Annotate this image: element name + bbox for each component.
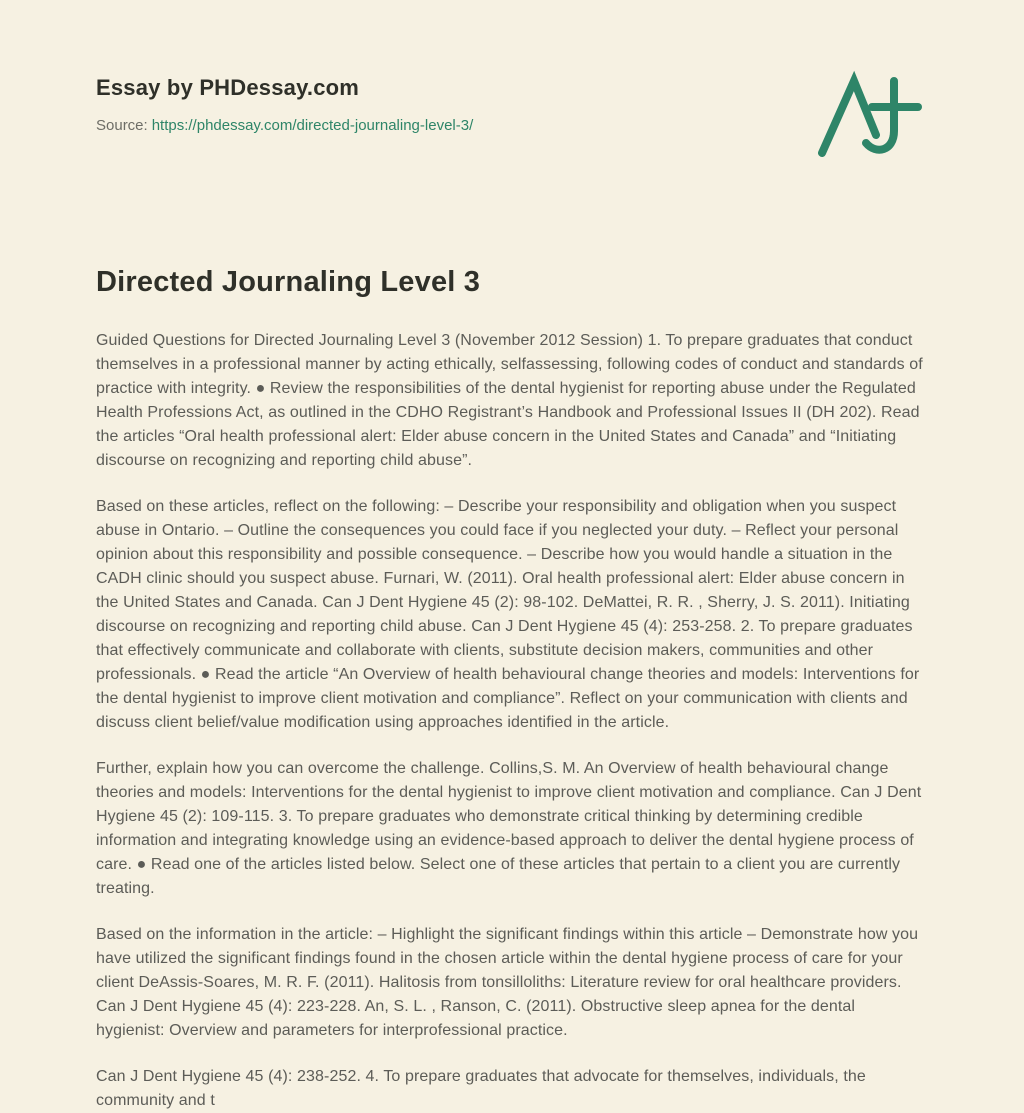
essay-paragraph-5: Can J Dent Hygiene 45 (4): 238-252. 4. To prepare graduates that advocate for themselves, individuals, the community and t — [96, 1068, 866, 1109]
essay-paragraph-1: Guided Questions for Directed Journaling Level 3 (November 2012 Session) 1. To prepare graduates that conduct themselves in a professional manner by acting ethically, selfassessing, following codes of conduct and standards of practice with integrity. ● Review the responsibilities of the dental hygienist for reporting abuse under the Regulated Health Professions Act, as outlined in the CDHO Registrant’s Handbook and Professional Issues II (DH 202). Read the articles “Oral health professional alert: Elder abuse concern in the United States and Canada” and “Initiating discourse on recognizing and reporting child abuse”. — [96, 332, 923, 469]
essay-paragraph-3: Further, explain how you can overcome the challenge. Collins,S. M. An Overview of health behavioural change theories and models: Interventions for the dental hygienist to improve client motivation and compliance. Can J Dent Hygiene 45 (2): 109-115. 3. To prepare graduates who demonstrate critical thinking by determining credible information and integrating knowledge using an evidence-based approach to deliver the dental hygiene process of care. ● Read one of the articles listed below. Select one of these articles that pertain to a client you are currently treating. — [96, 760, 922, 897]
brand-title: Essay by PHDessay.com — [96, 75, 360, 100]
source-link[interactable]: https://phdessay.com/directed-journaling-level-3/ — [151, 117, 474, 134]
header-left — [96, 75, 473, 134]
page-header — [96, 75, 928, 170]
essay-title: Directed Journaling Level 3 — [96, 266, 481, 298]
essay-body — [96, 329, 928, 1113]
source-label: Source: — [96, 117, 148, 134]
source-line — [96, 117, 473, 134]
essay-paragraph-4: Based on the information in the article: – Highlight the significant findings within this article – Demonstrate how you have utilized the significant findings found in the chosen article within the dental hygiene process of care for your client DeAssis-Soares, M. R. F. (2011). Halitosis from tonsilloliths: Literature review for oral healthcare providers. Can J Dent Hygiene 45 (4): 223-228. An, S. L. , Ranson, C. (2011). Obstructive sleep apnea for the dental hygienist: Overview and parameters for interprofessional practice. — [96, 926, 919, 1039]
a-plus-logo-icon — [814, 69, 926, 170]
essay-content — [96, 266, 928, 1113]
essay-paragraph-2: Based on these articles, reflect on the following: – Describe your responsibility and obligation when you suspect abuse in Ontario. – Outline the consequences you could face if you neglected your duty. – Reflect your personal opinion about this responsibility and possible consequence. – Describe how you would handle a situation in the CADH clinic should you suspect abuse. Furnari, W. (2011). Oral health professional alert: Elder abuse concern in the United States and Canada. Can J Dent Hygiene 45 (2): 98-102. DeMattei, R. R. , Sherry, J. S. 2011). Initiating discourse on recognizing and reporting child abuse. Can J Dent Hygiene 45 (4): 253-258. 2. To prepare graduates that effectively communicate and collaborate with clients, substitute decision makers, communities and other professionals. ● Read the article “An Overview of health behavioural change theories and models: Interventions for the dental hygienist to improve client motivation and compliance”. Reflect on your communication with clients and discuss client belief/value modification using approaches identified in the article. — [96, 498, 920, 731]
